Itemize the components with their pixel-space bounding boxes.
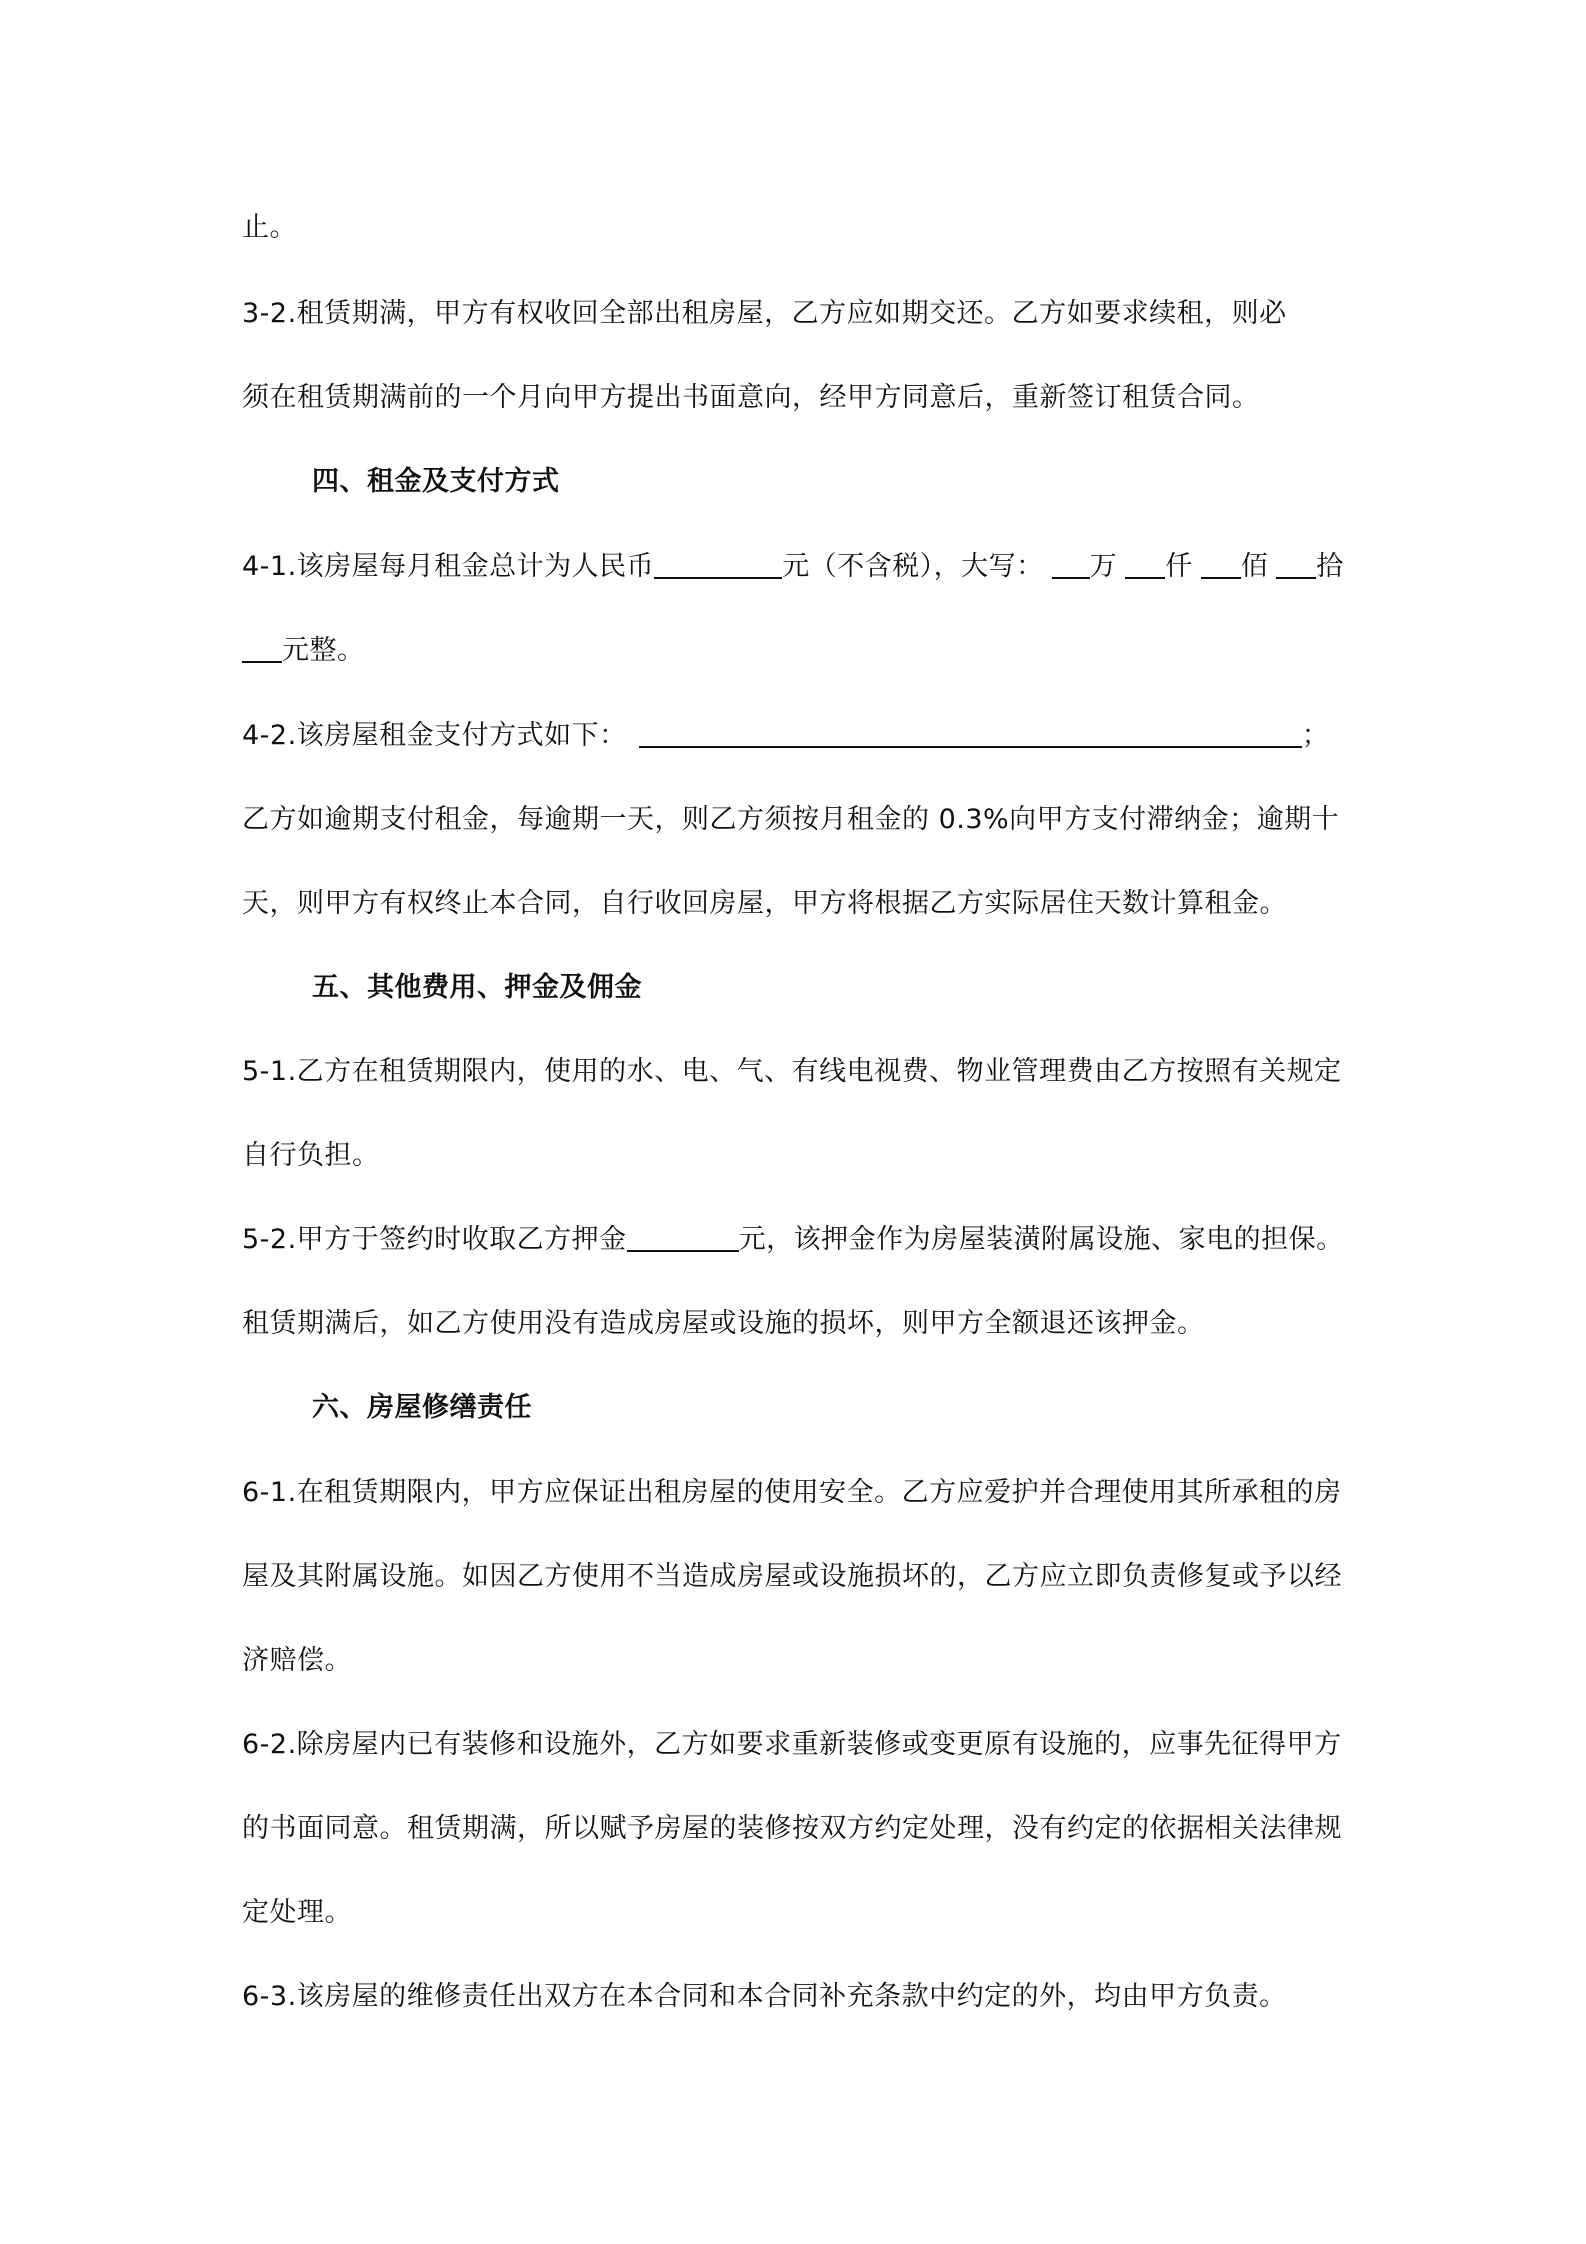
- clause-6-2-line-3: 定处理。: [242, 1897, 352, 1928]
- clause-6-1-line-2: 屋及其附属设施。如因乙方使用不当造成房屋或设施损坏的，乙方应立即负责修复或予以经: [242, 1561, 1342, 1592]
- clause-6-2-line-1: 6-2.除房屋内已有装修和设施外，乙方如要求重新装修或变更原有设施的，应事先征得甲方: [242, 1729, 1342, 1760]
- qian-blank: [1125, 547, 1165, 579]
- clause-5-2-line-2: 租赁期满后，如乙方使用没有造成房屋或设施的损坏，则甲方全额退还该押金。: [242, 1308, 1205, 1339]
- clause-4-2-line-3: 天，则甲方有权终止本合同，自行收回房屋，甲方将根据乙方实际居住天数计算租金。: [242, 888, 1287, 919]
- clause-3-2-line-1: 3-2.租赁期满，甲方有权收回全部出租房屋，乙方应如期交还。乙方如要求续租，则必: [242, 298, 1287, 329]
- unit-shi: 拾: [1316, 551, 1344, 582]
- shi-blank: [1276, 547, 1316, 579]
- clause-6-2-line-2: 的书面同意。租赁期满，所以赋予房屋的装修按双方约定处理，没有约定的依据相关法律规: [242, 1813, 1342, 1844]
- clause-5-2-prefix: 5-2.甲方于签约时收取乙方押金: [242, 1224, 627, 1255]
- clause-5-2-suffix: 元，该押金作为房屋装潢附属设施、家电的担保。: [738, 1224, 1344, 1255]
- unit-qian: 仟: [1165, 551, 1193, 582]
- payment-method-blank: [639, 716, 1302, 748]
- wan-blank: [1052, 547, 1090, 579]
- clause-4-2-line-1: [242, 716, 1329, 756]
- clause-4-2-line-2: 乙方如逾期支付租金，每逾期一天，则乙方须按月租金的 0.3%向甲方支付滞纳金；逾期十: [242, 804, 1340, 835]
- section-4-heading: 四、租金及支付方式: [312, 466, 560, 497]
- clause-6-1-line-1: 6-1.在租赁期限内，甲方应保证出租房屋的使用安全。乙方应爱护并合理使用其所承租的房: [242, 1477, 1342, 1508]
- section-5-heading: 五、其他费用、押金及佣金: [312, 972, 642, 1003]
- unit-bai: 佰: [1240, 551, 1269, 582]
- unit-wan: 万: [1089, 551, 1118, 582]
- clause-5-1-line-1: 5-1.乙方在租赁期限内，使用的水、电、气、有线电视费、物业管理费由乙方按照有关规定: [242, 1056, 1342, 1087]
- rent-amount-blank: [654, 547, 782, 579]
- deposit-amount-blank: [627, 1220, 739, 1252]
- clause-6-3-line-1: 6-3.该房屋的维修责任出双方在本合同和本合同补充条款中约定的外，均由甲方负责。: [242, 1981, 1287, 2012]
- clause-4-1-mid: 元（不含税），大写：: [782, 551, 1044, 582]
- clause-4-2-prefix: 4-2.该房屋租金支付方式如下：: [242, 720, 627, 751]
- bai-blank: [1201, 547, 1241, 579]
- section-6-heading: 六、房屋修缮责任: [312, 1392, 532, 1423]
- clause-4-1-line-2: [242, 631, 365, 671]
- clause-5-1-line-2: 自行负担。: [242, 1140, 380, 1171]
- clause-4-1-end: 元整。: [282, 635, 365, 666]
- clause-6-1-line-3: 济赔偿。: [242, 1645, 352, 1676]
- clause-5-2-line-1: [242, 1220, 1344, 1260]
- clause-3-2-line-2: 须在租赁期满前的一个月向甲方提出书面意向，经甲方同意后，重新签订租赁合同。: [242, 382, 1260, 413]
- text-line: 止。: [242, 212, 297, 243]
- clause-4-1-prefix: 4-1.该房屋每月租金总计为人民币: [242, 551, 655, 582]
- yuan-blank: [242, 631, 282, 663]
- clause-4-1-line-1: [242, 547, 1344, 587]
- clause-4-2-end: ；: [1301, 720, 1330, 751]
